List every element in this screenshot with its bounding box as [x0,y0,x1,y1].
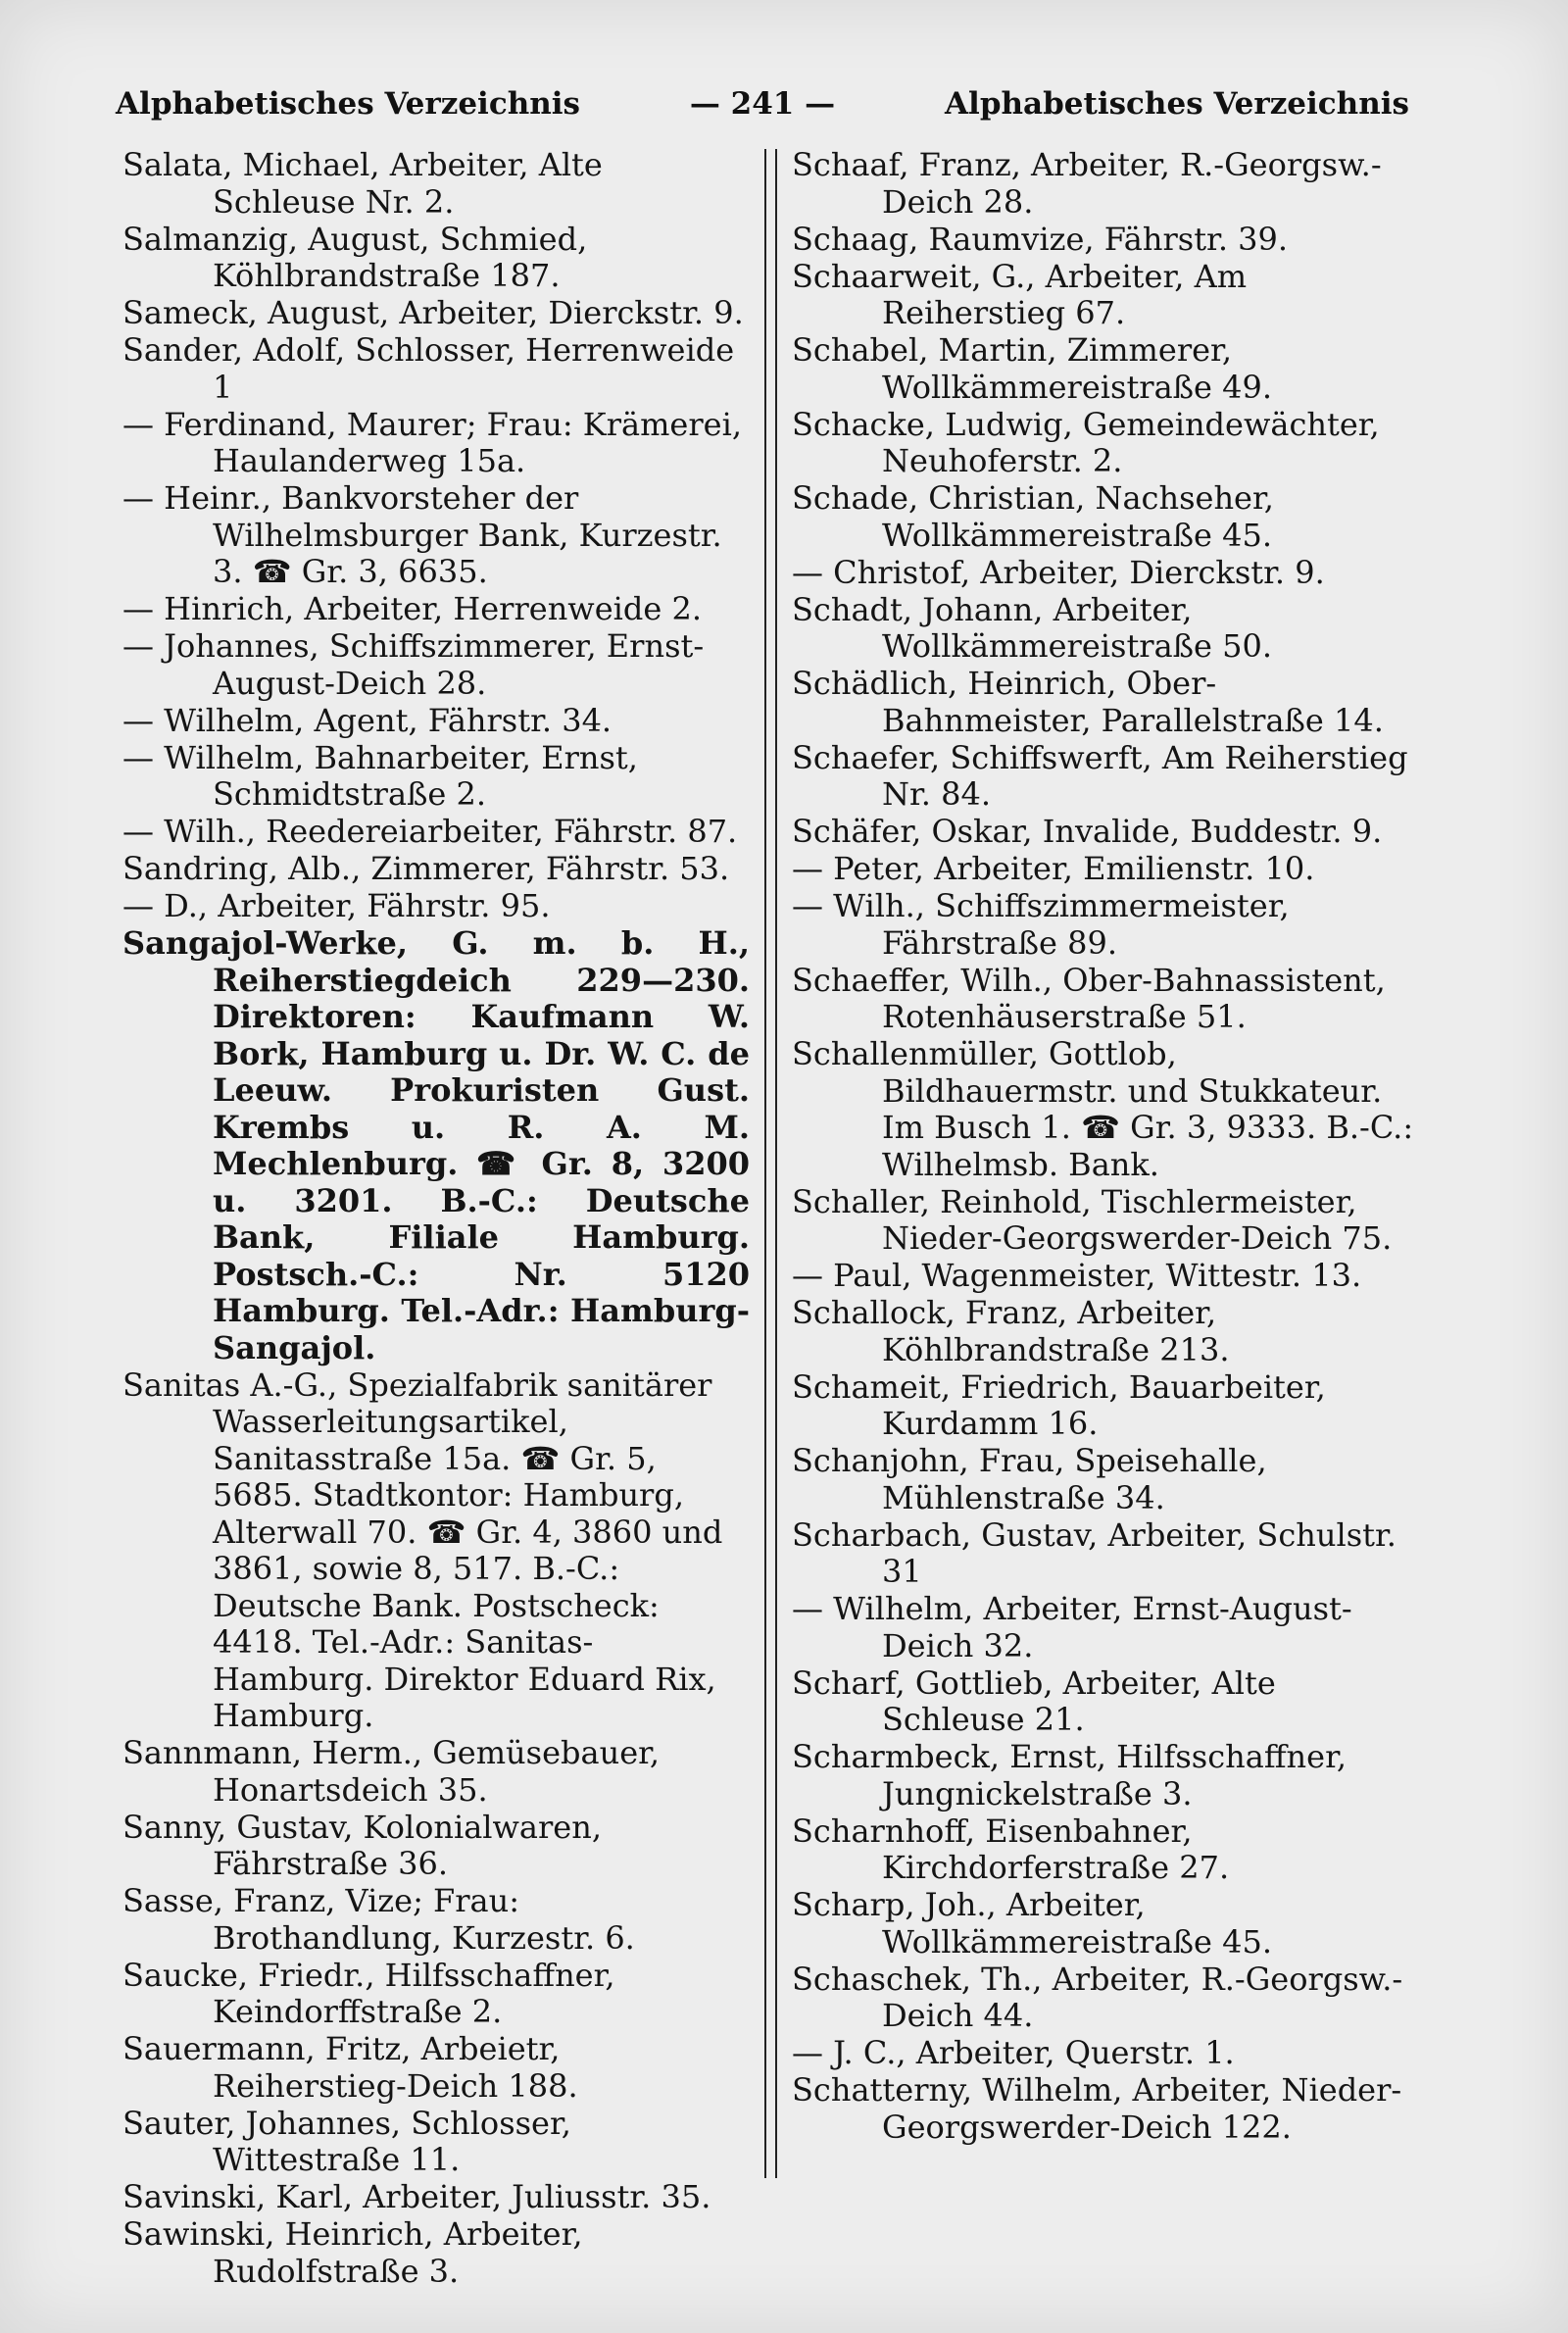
directory-entry: Scharf, Gottlieb, Arbeiter, Alte Schleuse 21. [792,1663,1276,1738]
directory-entry: Scharbach, Gustav, Arbeiter, Schulstr. 31 [792,1515,1396,1590]
directory-entry: Salata, Michael, Arbeiter, Alte Schleuse Nr. 2. [122,146,603,221]
directory-entry: — Heinr., Bankvorsteher der Wilhelmsburger Bank, Kurzestr. 3. ☎ Gr. 3, 6635. [122,479,722,590]
header-left-title: Alphabetisches Verzeichnis [116,86,581,122]
directory-entry: Savinski, Karl, Arbeiter, Juliusstr. 35. [122,2178,711,2215]
left-column [122,147,750,2291]
directory-entry: — Hinrich, Arbeiter, Herrenweide 2. [122,590,702,627]
directory-entry: — Wilhelm, Bahnarbeiter, Ernst, Schmidtstraße 2. [122,738,638,813]
directory-entry: — Wilh., Schiffszimmermeister, Fährstraße 89. [792,887,1290,962]
directory-entry-company: Sangajol-Werke, G. m. b. H., Reiherstiegdeich 229—230. Direktoren: Kaufmann W. Bork, Hamburg u. Dr. W. C. de Leeuw. Prokuristen Gust. Krembs u. R. A. M. Mechlenburg. ☎ Gr. 8, 3200 u. 3201. B.-C.: Deutsche Bank, Filiale Hamburg. Postsch.-C.: Nr. 5120 Hamburg. Tel.-Adr.: Hamburg-Sangajol. [122,924,750,1366]
directory-entry: Scharp, Joh., Arbeiter, Wollkämmereistraße 45. [792,1886,1273,1961]
directory-entry: — Wilhelm, Agent, Fährstr. 34. [122,701,612,739]
directory-entry: Schaarweit, G., Arbeiter, Am Reiherstieg 67. [792,257,1248,331]
directory-entry: Schäfer, Oskar, Invalide, Buddestr. 9. [792,813,1383,850]
directory-entry: Schaschek, Th., Arbeiter, R.-Georgsw.-Deich 44. [792,1960,1403,2034]
column-divider [764,149,777,2178]
directory-entry: — Paul, Wagenmeister, Wittestr. 13. [792,1257,1362,1294]
right-column [792,147,1419,2147]
directory-entry: Sasse, Franz, Vize; Frau: Brothandlung, Kurzestr. 6. [122,1882,635,1957]
directory-entry: — Wilhelm, Arbeiter, Ernst-August-Deich 32. [792,1590,1352,1664]
directory-entry: Schädlich, Heinrich, Ober-Bahnmeister, Parallelstraße 14. [792,665,1384,739]
directory-entry: Schaag, Raumvize, Fährstr. 39. [792,220,1289,258]
directory-entry: Schameit, Friedrich, Bauarbeiter, Kurdamm 16. [792,1367,1326,1442]
directory-entry: Saucke, Friedr., Hilfsschaffner, Keindorffstraße 2. [122,1956,615,2030]
directory-entry: Schallock, Franz, Arbeiter, Köhlbrandstraße 213. [792,1294,1230,1368]
directory-entry: — J. C., Arbeiter, Querstr. 1. [792,2034,1235,2071]
directory-entry: Scharnhoff, Eisenbahner, Kirchdorferstraße 27. [792,1812,1230,1886]
directory-entry: Schadt, Johann, Arbeiter, Wollkämmereistraße 50. [792,590,1273,665]
directory-entry: — D., Arbeiter, Fährstr. 95. [122,887,551,924]
directory-entry: — Peter, Arbeiter, Emilienstr. 10. [792,850,1315,887]
directory-entry: — Ferdinand, Maurer; Frau: Krämerei, Haulanderweg 15a. [122,405,742,479]
directory-entry: Schaaf, Franz, Arbeiter, R.-Georgsw.-Deich 28. [792,146,1382,221]
directory-entry: Sanny, Gustav, Kolonialwaren, Fährstraße 36. [122,1808,602,1882]
directory-entry: Schallenmüller, Gottlob, Bildhauermstr. und Stukkateur. Im Busch 1. ☎ Gr. 3, 9333. B.-C.: Wilhelmsb. Bank. [792,1035,1414,1183]
directory-entry: Schaefer, Schiffswerft, Am Reiherstieg Nr. 84. [792,738,1408,813]
directory-entry: Salmanzig, August, Schmied, Köhlbrandstraße 187. [122,220,588,294]
directory-entry-company: Sanitas A.-G., Spezialfabrik sanitärer Wasserleitungsartikel, Sanitasstraße 15a. ☎ Gr. 5, 5685. Stadtkontor: Hamburg, Alterwall 70. ☎ Gr. 4, 3860 und 3861, sowie 8, 517. B.-C.: Deutsche Bank. Postscheck: 4418. Tel.-Adr.: Sanitas-Hamburg. Direktor Eduard Rix, Hamburg. [122,1365,723,1734]
header-right-title: Alphabetisches Verzeichnis [944,86,1409,122]
directory-entry: Sauter, Johannes, Schlosser, Wittestraße 11. [122,2104,571,2178]
directory-entry: Schanjohn, Frau, Speisehalle, Mühlenstraße 34. [792,1442,1267,1516]
directory-entry: Schatterny, Wilhelm, Arbeiter, Nieder-Georgswerder-Deich 122. [792,2071,1402,2146]
directory-entry: Sawinski, Heinrich, Arbeiter, Rudolfstraße 3. [122,2215,583,2290]
directory-entry: Schade, Christian, Nachseher, Wollkämmereistraße 45. [792,479,1274,554]
directory-entry: Schacke, Ludwig, Gemeindewächter, Neuhoferstr. 2. [792,405,1380,479]
directory-entry: Schabel, Martin, Zimmerer, Wollkämmereistraße 49. [792,331,1273,406]
directory-entry: Sauermann, Fritz, Arbeietr, Reiherstieg-Deich 188. [122,2030,578,2105]
directory-entry: Sameck, August, Arbeiter, Dierckstr. 9. [122,294,744,331]
directory-entry: Sannmann, Herm., Gemüsebauer, Honartsdeich 35. [122,1734,661,1809]
directory-entry: — Johannes, Schiffszimmerer, Ernst-August-Deich 28. [122,627,705,702]
directory-entry: Schaller, Reinhold, Tischlermeister, Nieder-Georgswerder-Deich 75. [792,1182,1393,1257]
page-number: — 241 — [689,86,836,122]
directory-entry: Sandring, Alb., Zimmerer, Fährstr. 53. [122,850,730,887]
page-header [116,86,1409,129]
directory-entry: — Wilh., Reedereiarbeiter, Fährstr. 87. [122,813,738,850]
directory-entry: Sander, Adolf, Schlosser, Herrenweide 1 [122,331,735,406]
directory-entry: — Christof, Arbeiter, Dierckstr. 9. [792,553,1325,591]
directory-entry: Scharmbeck, Ernst, Hilfsschaffner, Jungnickelstraße 3. [792,1738,1348,1812]
directory-entry: Schaeffer, Wilh., Ober-Bahnassistent, Rotenhäuserstraße 51. [792,961,1386,1035]
